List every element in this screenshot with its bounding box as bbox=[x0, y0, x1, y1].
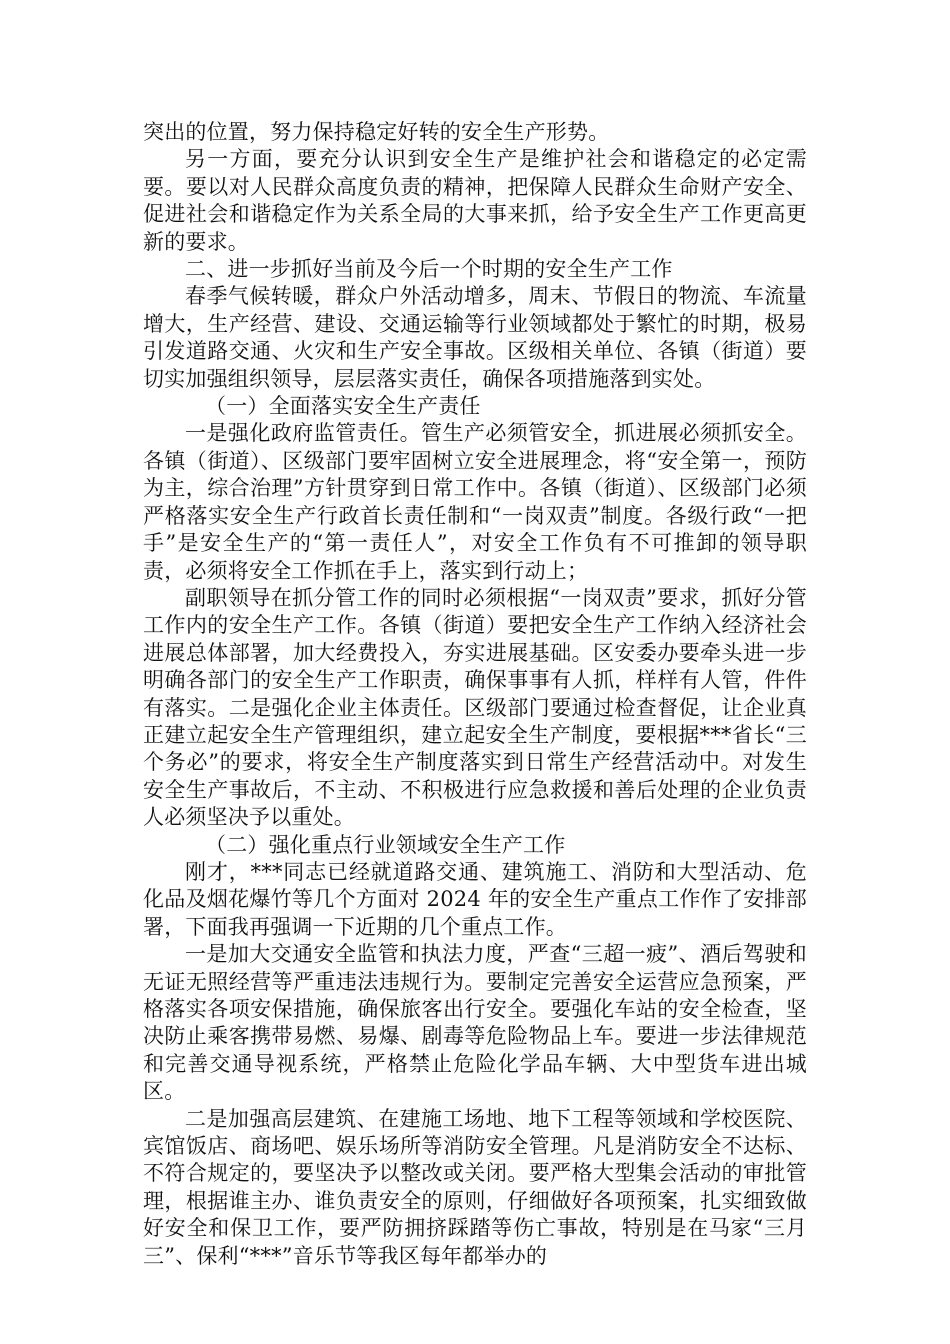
subheading-two: （二）强化重点行业领域安全生产工作 bbox=[205, 832, 566, 857]
paragraph-traffic-safety: 一是加大交通安全监管和执法力度，严查“三超一疲”、酒后驾驶和无证无照经营等严重违法违规行为。要制定完善安全运营应急预案，严格落实各项安保措施，确保旅客出行安全。要强化车站的安全检查，坚决防止乘客携带易燃、易爆、剧毒等危险物品上车。要进一步法律规范和完善交通导视系统，严格禁止危险化学品车辆、大中型货车进出城区。 bbox=[143, 942, 807, 1104]
section-heading-two: 二、进一步抓好当前及今后一个时期的安全生产工作 bbox=[185, 257, 673, 282]
subheading-one: （一）全面落实安全生产责任 bbox=[205, 394, 481, 419]
paragraph-continuation: 突出的位置，努力保持稳定好转的安全生产形势。 bbox=[143, 120, 610, 144]
paragraph-spring-season: 春季气候转暖，群众户外活动增多，周末、节假日的物流、车流量增大，生产经营、建设、交通运输等行业领域都处于繁忙的时期，极易引发道路交通、火灾和生产安全事故。区级相关单位、各镇（街道）要切实加强组织领导，层层落实责任，确保各项措施落到实处。 bbox=[143, 284, 807, 391]
document-body bbox=[143, 119, 807, 1270]
paragraph-fire-safety: 二是加强高层建筑、在建施工场地、地下工程等领域和学校医院、宾馆饭店、商场吧、娱乐场所等消防安全管理。凡是消防安全不达标、不符合规定的，要坚决予以整改或关闭。要严格大型集会活动的审批管理，根据谁主办、谁负责安全的原则，仔细做好各项预案，扎实细致做好安全和保卫工作，要严防拥挤踩踏等伤亡事故，特别是在马家“三月三”、保利“***”音乐节等我区每年都举办的 bbox=[143, 1106, 807, 1268]
paragraph-deputy-leaders: 副职领导在抓分管工作的同时必须根据“一岗双责”要求，抓好分管工作内的安全生产工作。各镇（街道）要把安全生产工作纳入经济社会进展总体部署，加大经费投入，夯实进展基础。区安委办要牵头进一步明确各部门的安全生产工作职责，确保事事有人抓，样样有人管，件件有落实。二是强化企业主体责任。区级部门要通过检查督促，让企业真正建立起安全生产管理组织，建立起安全生产制度，要根据***省长“三个务必”的要求，将安全生产制度落实到日常生产经营活动中。对发生安全生产事故后，不主动、不积极进行应急救援和善后处理的企业负责人必须坚决予以重处。 bbox=[143, 585, 807, 830]
paragraph-social-harmony: 另一方面，要充分认识到安全生产是维护社会和谐稳定的必定需要。要以对人民群众高度负责的精神，把保障人民群众生命财产安全、促进社会和谐稳定作为关系全局的大事来抓，给予安全生产工作更高更新的要求。 bbox=[143, 147, 807, 254]
paragraph-government-responsibility: 一是强化政府监管责任。管生产必须管安全，抓进展必须抓安全。各镇（街道）、区级部门要牢固树立安全进展理念，将“安全第一，预防为主，综合治理”方针贯穿到日常工作中。各镇（街道）、区级部门必须严格落实安全生产行政首长责任制和“一岗双责”制度。各级行政“一把手”是安全生产的“第一责任人”，对安全工作负有不可推卸的领导职责，必须将安全工作抓在手上，落实到行动上； bbox=[143, 421, 807, 583]
paragraph-key-work-intro: 刚才，***同志已经就道路交通、建筑施工、消防和大型活动、危化品及烟花爆竹等几个方面对 2024 年的安全生产重点工作作了安排部署，下面我再强调一下近期的几个重点工作。 bbox=[143, 859, 807, 939]
